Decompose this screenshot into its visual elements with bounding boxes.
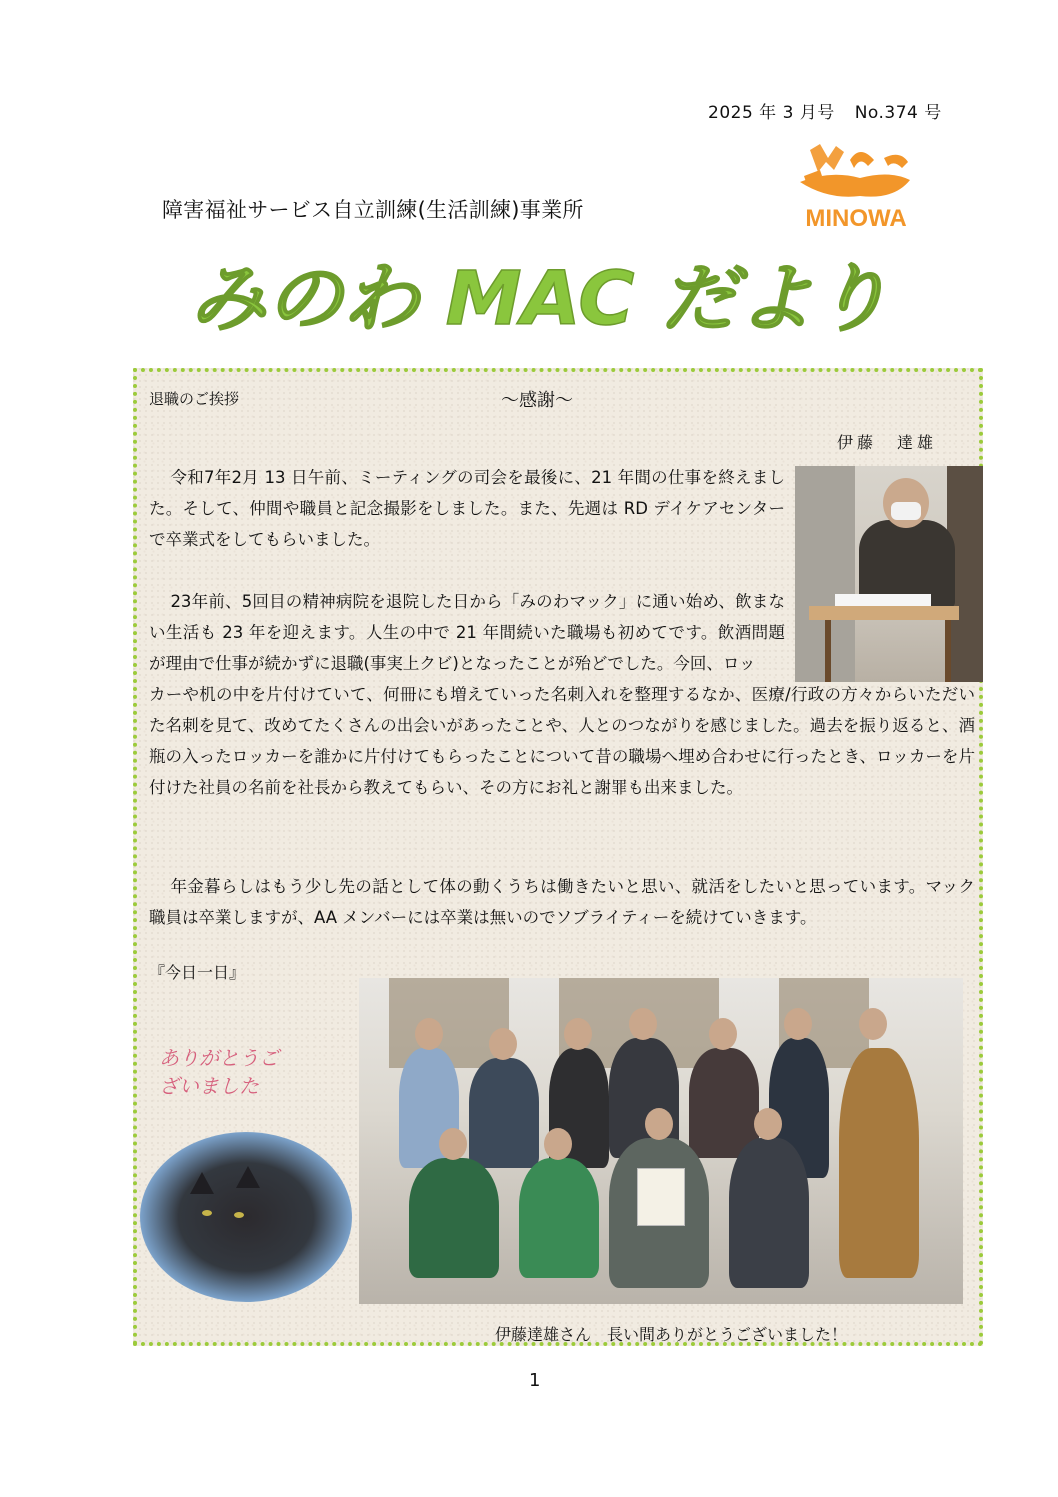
paragraph-2: 23年前、5回目の精神病院を退院した日から「みのわマック」に通い始め、飲まない生活も 23 年を迎えます。人生の中で 21 年間続いた職場も初めてです。飲酒問題が理由で仕事が続かずに退職(事実上クビ)となったことが殆どでした。今回、ロッ <box>149 592 785 673</box>
issue-info <box>708 98 956 123</box>
article-title: ～感謝～ <box>501 390 573 411</box>
issue-date: 2025 年 3 月号 <box>708 103 835 123</box>
logo-text: MINOWA <box>805 205 907 232</box>
issue-number: No.374 号 <box>854 103 942 123</box>
paragraph-1: 令和7年2月 13 日午前、ミーティングの司会を最後に、21 年間の仕事を終えました。そして、仲間や職員と記念撮影をしました。また、先週は RD デイケアセンターで卒業式をしてもらいました。 <box>149 468 785 549</box>
photo-caption: 伊藤達雄さん 長い間ありがとうございました！ <box>495 1325 848 1344</box>
page-number: 1 <box>529 1370 541 1391</box>
minowa-mac-logo <box>790 140 922 232</box>
author-name: 伊藤 達雄 <box>837 433 938 452</box>
organization-name: 障害福祉サービス自立訓練(生活訓練)事業所 <box>162 198 584 222</box>
masthead-text: みのわ MAC だより <box>190 256 890 342</box>
group-photo <box>359 978 963 1304</box>
paragraph-2-continued: カーや机の中を片付けていて、何冊にも増えていった名刺入れを整理するなか、医療/行政の方々からいただいた名刺を見て、改めてたくさんの出会いがあったことや、人とのつながりを感じました。過去を振り返ると、酒瓶の入ったロッカーを誰かに片付けてもらったことについて昔の職場へ埋め合わせに行ったとき、ロッカーを片付けた社員の名前を社長から教えてもらい、その方にお礼と謝罪も出来ました。 <box>149 685 975 797</box>
paragraph-3: 年金暮らしはもう少し先の話として体の動くうちは働きたいと思い、就活をしたいと思っています。マック職員は卒業しますが、AA メンバーには卒業は無いのでソブライティーを続けていきます。 <box>149 877 975 927</box>
article-frame <box>133 368 983 1346</box>
thanks-handwriting: ありがとうございました <box>159 1046 279 1098</box>
section-label: 退職のご挨拶 <box>149 390 240 408</box>
masthead-title <box>180 252 900 344</box>
author-photo <box>795 466 983 682</box>
motto: 『今日一日』 <box>149 963 246 982</box>
black-cat-photo <box>140 1132 352 1302</box>
